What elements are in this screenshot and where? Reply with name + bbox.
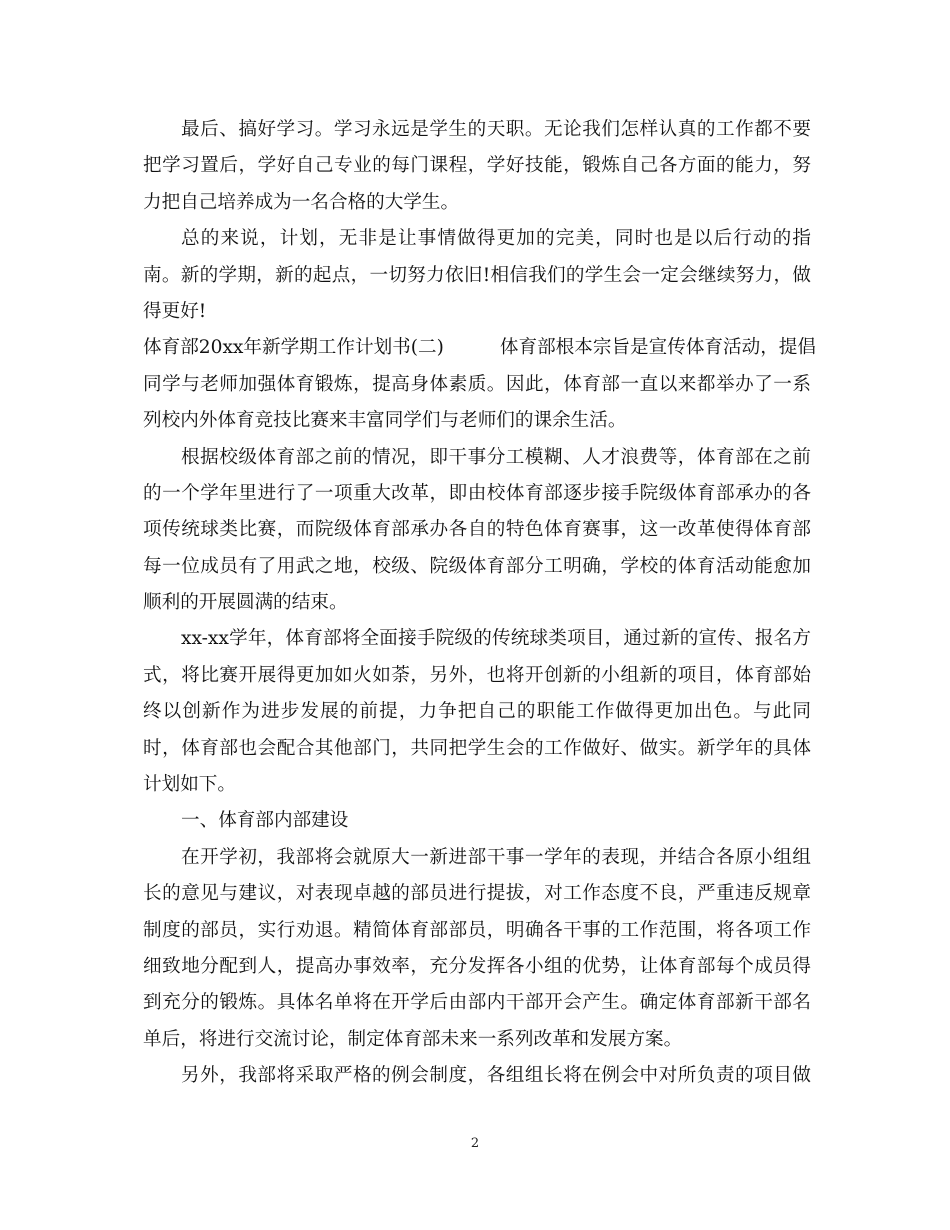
page-number: 2 <box>470 1136 480 1151</box>
paragraph-block-a <box>143 112 811 330</box>
text-line: 长的意见与建议，对表现卓越的部员进行提拔，对工作态度不良，严重违反规章 <box>143 883 811 905</box>
text-line: 终以创新作为进步发展的前提，力争把自己的职能工作做得更加出色。与此同 <box>143 701 811 723</box>
text-line: 单后，将进行交流讨论，制定体育部未来一系列改革和发展方案。 <box>143 1028 683 1050</box>
text-line: 同学与老师加强体育锻炼，提高身体素质。因此，体育部一直以来都举办了一系 <box>143 373 811 395</box>
text-line: 细致地分配到人，提高办事效率，充分发挥各小组的优势，让体育部每个成员得 <box>143 955 811 977</box>
text-line: 力把自己培养成为一名合格的大学生。 <box>143 191 460 213</box>
text-line: 得更好! <box>143 300 207 322</box>
text-line: 南。新的学期，新的起点，一切努力依旧!相信我们的学生会一定会继续努力，做 <box>143 264 811 286</box>
text-line: 时，体育部也会配合其他部门，共同把学生会的工作做好、做实。新学年的具体 <box>143 737 811 759</box>
text-line: 项传统球类比赛，而院级体育部承办各自的特色体育赛事，这一改革使得体育部 <box>143 519 811 541</box>
text-line: 计划如下。 <box>143 774 236 796</box>
text-line: xx-xx学年，体育部将全面接手院级的传统球类项目，通过新的宣传、报名方 <box>181 628 811 650</box>
section-first-line: 体育部根本宗旨是宣传体育活动，提倡 <box>499 337 816 359</box>
paragraph-block-b <box>143 367 811 1095</box>
text-line: 根据校级体育部之前的情况，即干事分工模糊、人才浪费等，体育部在之前 <box>181 446 811 468</box>
text-line: 到充分的锻炼。具体名单将在开学后由部内干部开会产生。确定体育部新干部名 <box>143 992 811 1014</box>
text-line: 顺利的开展圆满的结束。 <box>143 592 348 614</box>
text-line: 列校内外体育竞技比赛来丰富同学们与老师们的课余生活。 <box>143 410 627 432</box>
text-line: 另外，我部将采取严格的例会制度，各组组长将在例会中对所负责的项目做 <box>181 1065 811 1087</box>
text-line: 总的来说，计划，无非是让事情做得更加的完美，同时也是以后行动的指 <box>181 228 811 250</box>
text-line: 最后、搞好学习。学习永远是学生的天职。无论我们怎样认真的工作都不要 <box>181 119 811 140</box>
text-line: 的一个学年里进行了一项重大改革，即由校体育部逐步接手院级体育部承办的各 <box>143 482 811 504</box>
text-line: 在开学初，我部将会就原大一新进部干事一学年的表现，并结合各原小组组 <box>181 846 811 868</box>
text-line: 把学习置后，学好自己专业的每门课程，学好技能，锻炼自己各方面的能力，努 <box>143 155 811 177</box>
text-line: 式，将比赛开展得更加如火如荼，另外，也将开创新的小组新的项目，体育部始 <box>143 664 811 686</box>
section-heading-line <box>143 330 816 366</box>
text-line: 一、体育部内部建设 <box>181 810 349 832</box>
text-line: 每一位成员有了用武之地，校级、院级体育部分工明确，学校的体育活动能愈加 <box>143 555 811 577</box>
section-title: 体育部20xx年新学期工作计划书(二) <box>143 337 444 359</box>
document-body <box>143 112 816 1095</box>
text-line: 制度的部员，实行劝退。精简体育部部员，明确各干事的工作范围，将各项工作 <box>143 919 811 941</box>
